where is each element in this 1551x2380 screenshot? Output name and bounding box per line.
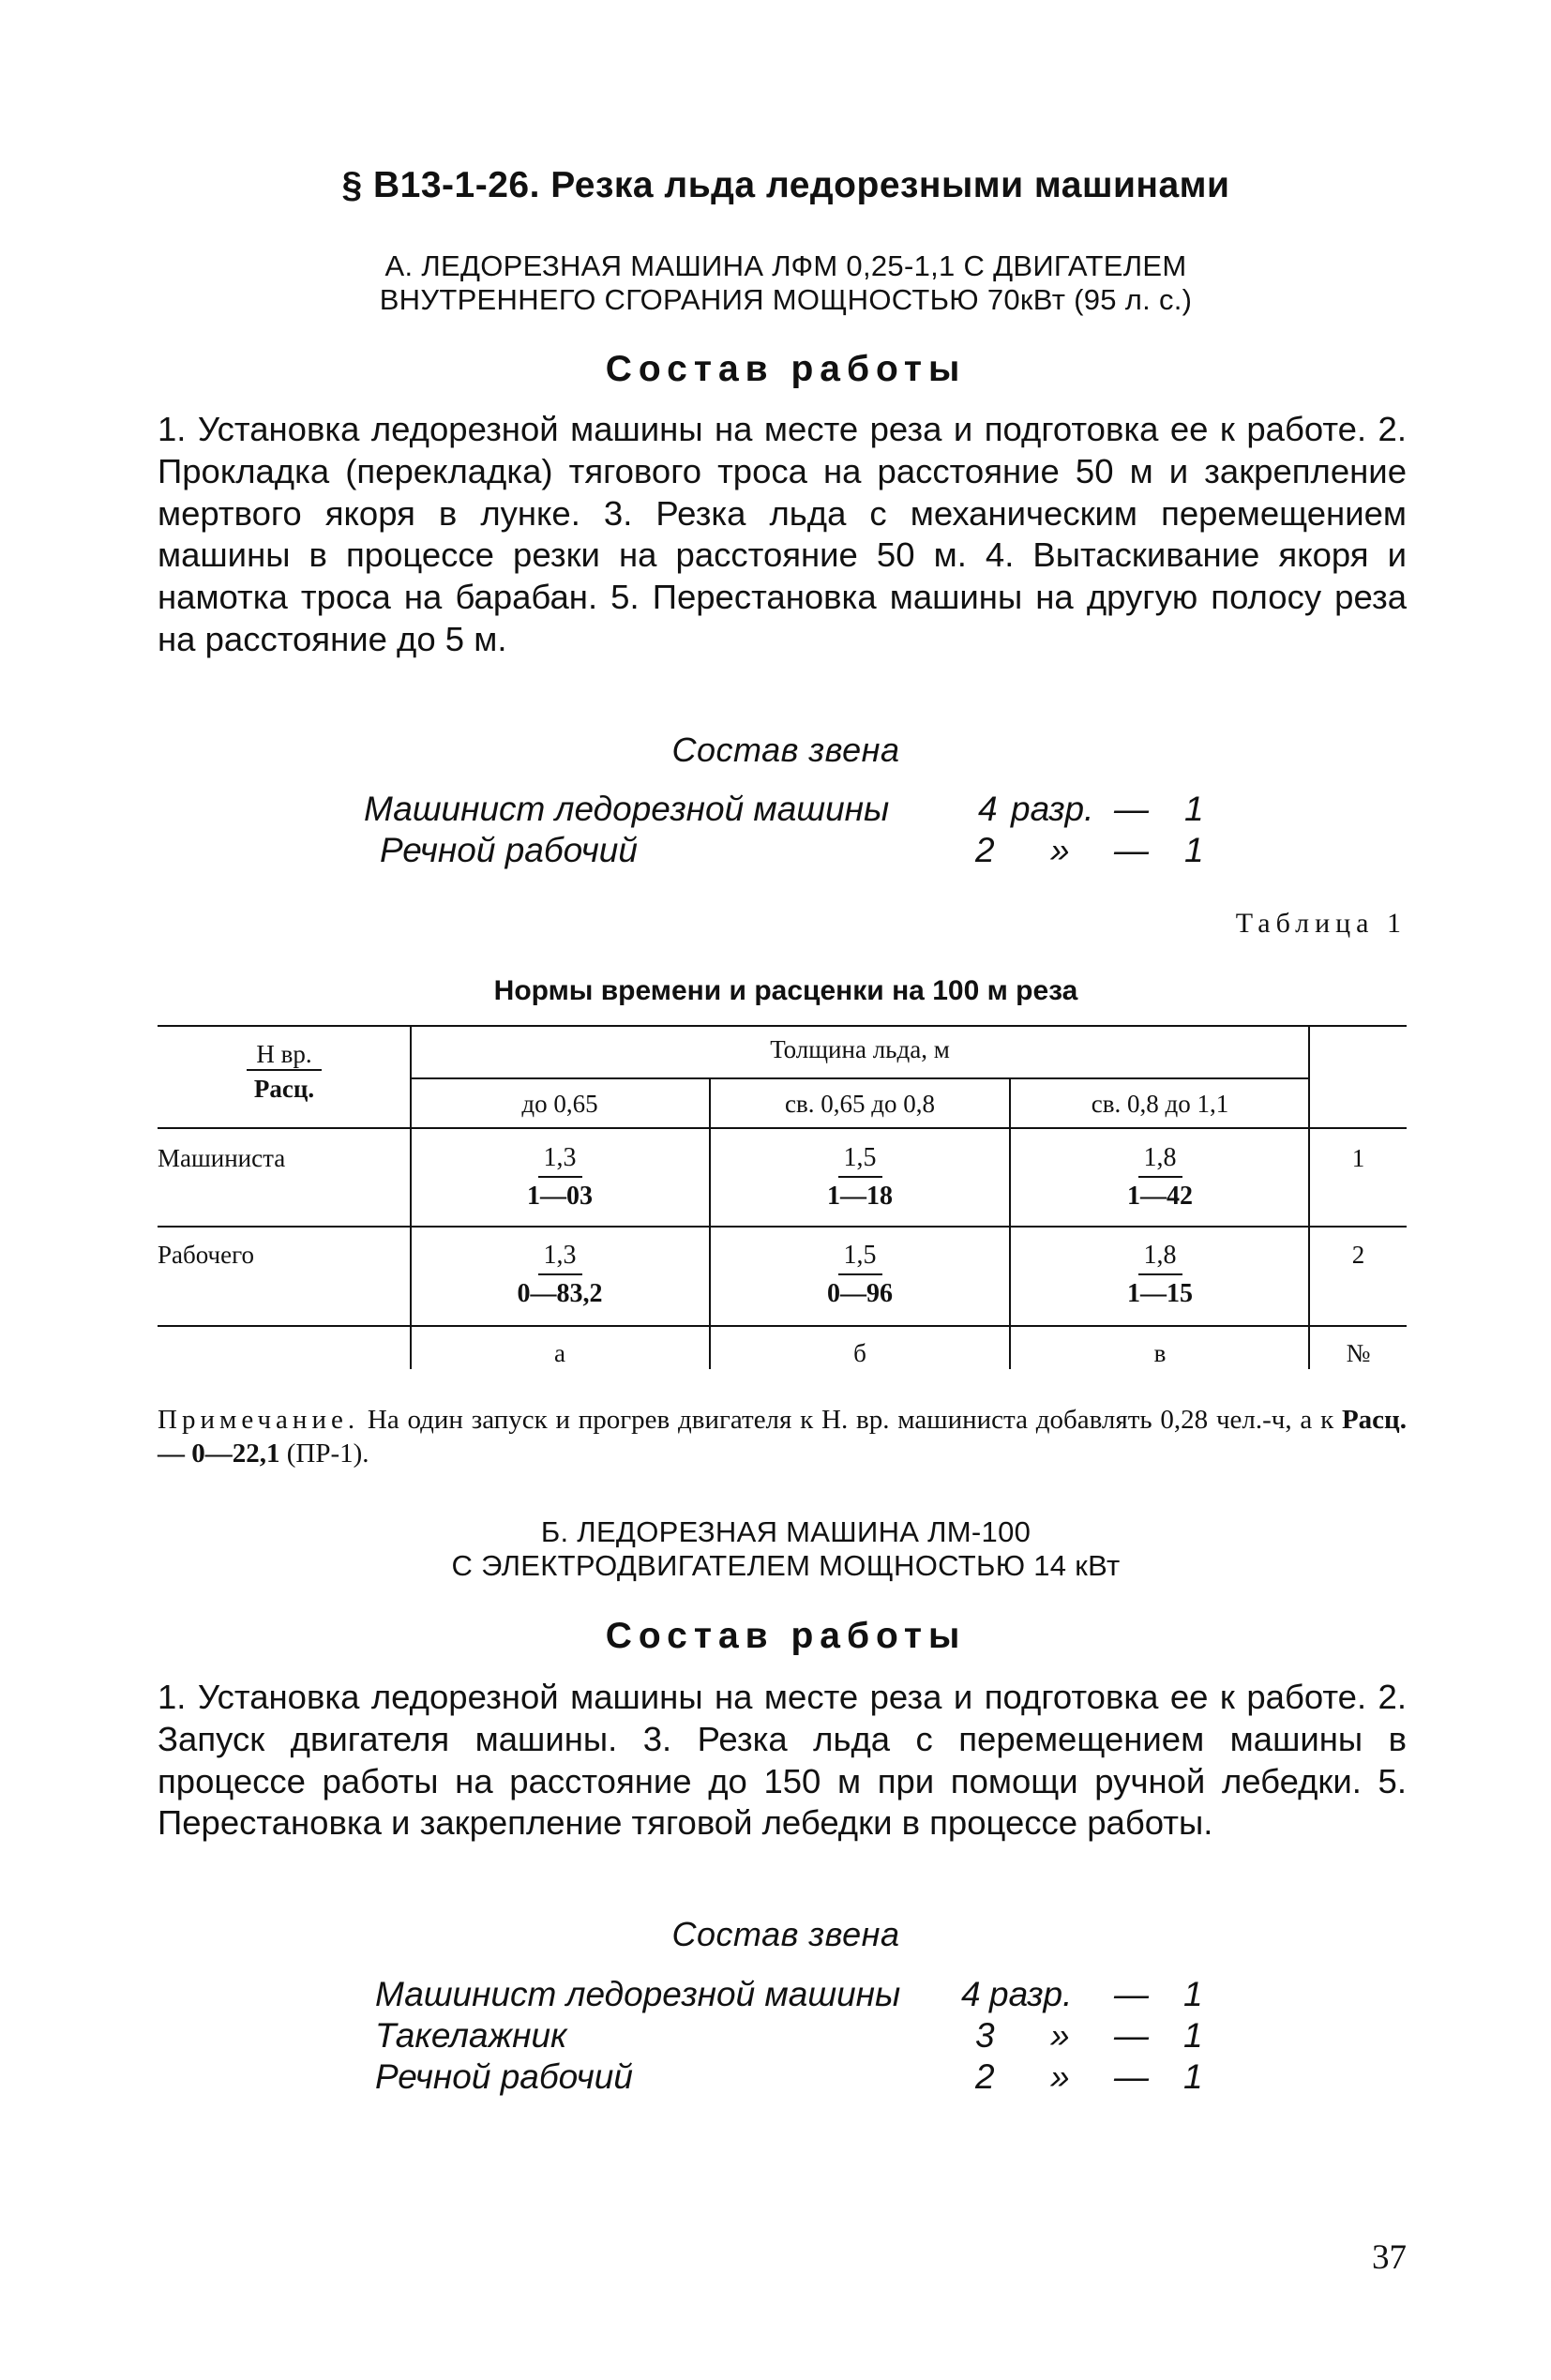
crew-dash: — — [1114, 1975, 1149, 2013]
crew-row — [375, 1975, 1219, 2014]
part-b-work-heading: Состав работы — [605, 1616, 967, 1656]
column-header: св. 0,65 до 0,8 — [785, 1090, 935, 1118]
crew-count: 1 — [1183, 2016, 1203, 2055]
header-rasc: Расц. — [253, 1075, 315, 1103]
crew-unit: » — [1050, 2057, 1070, 2096]
norm-value: 1,8 — [1138, 1140, 1182, 1178]
note-label: Примечание. — [158, 1405, 360, 1435]
row-label: Машиниста — [158, 1144, 286, 1172]
crew-count: 1 — [1184, 790, 1204, 828]
crew-count: 1 — [1183, 2057, 1203, 2096]
crew-name: Речной рабочий — [375, 2057, 633, 2096]
section-title: § В13-1-26. Резка льда ледорезными машинами — [341, 165, 1230, 205]
row-label: Рабочего — [158, 1241, 255, 1269]
crew-grade: 2 — [975, 2057, 995, 2096]
crew-grade: 3 — [975, 2016, 995, 2055]
part-b-work-text: 1. Установка ледорезной машины на месте реза и подготовка ее к работе. 2. Запуск двигателя машины. 3. Резка льда с перемещением машины в процессе работы на расстояние до 150 м при помощи ручной лебедки. 5. Перестановка и закрепление тяговой лебедки в процессе работы. — [158, 1678, 1407, 1843]
table-top-rule — [158, 1025, 1407, 1027]
note-text-2: (ПР-1). — [286, 1439, 369, 1469]
norm-cell — [711, 1140, 1009, 1215]
price-value: 1—15 — [1127, 1279, 1193, 1308]
crew-row — [380, 831, 1224, 870]
norm-value: 1,8 — [1138, 1238, 1182, 1275]
row-number: 2 — [1351, 1241, 1365, 1269]
column-letter: а — [554, 1339, 565, 1367]
norm-value: 1,5 — [838, 1140, 882, 1178]
price-value: 0—96 — [827, 1279, 893, 1308]
column-header: св. 0,8 до 1,1 — [1091, 1090, 1229, 1118]
table-col-rule — [709, 1077, 711, 1369]
table-header-rule — [411, 1077, 1309, 1079]
crew-unit: » — [1050, 2016, 1070, 2055]
price-value: 1—03 — [527, 1182, 593, 1211]
crew-dash: — — [1114, 790, 1149, 828]
price-value: 1—42 — [1127, 1182, 1193, 1211]
table-label: Таблица 1 — [1235, 908, 1407, 939]
crew-unit: разр. — [1011, 790, 1094, 828]
crew-count: 1 — [1184, 831, 1204, 869]
crew-name: Машинист ледорезной машины — [364, 790, 890, 828]
price-value: 1—18 — [827, 1182, 893, 1211]
crew-unit: » — [1050, 831, 1070, 869]
part-b-heading-line2: С ЭЛЕКТРОДВИГАТЕЛЕМ МОЩНОСТЬЮ 14 кВт — [451, 1549, 1121, 1582]
part-a-work-text: 1. Установка ледорезной машины на месте реза и подготовка ее к работе. 2. Прокладка (перекладка) тягового троса на расстояние 50 м и закрепление мертвого якоря в лунке. 3. Резка льда с механическим перемещением машины в процессе резки на расстояние 50 м. 4. Вытаскивание якоря и намотка троса на барабан. 5. Перестановка машины на другую полосу реза на расстояние до 5 м. — [158, 410, 1407, 658]
part-b-heading — [158, 1515, 1414, 1583]
part-b-heading-line1: Б. ЛЕДОРЕЗНАЯ МАШИНА ЛМ-100 — [540, 1515, 1031, 1548]
crew-name: Речной рабочий — [380, 831, 638, 869]
header-nvr-cell — [158, 1039, 411, 1107]
header-thickness: Толщина льда, м — [770, 1035, 950, 1063]
page-number: 37 — [1372, 2238, 1407, 2277]
price-value: 0—83,2 — [517, 1279, 603, 1308]
table-header-bottom-rule — [158, 1127, 1407, 1129]
norm-cell — [711, 1238, 1009, 1313]
crew-name: Машинист ледорезной машины — [375, 1975, 901, 2013]
note-text-1: На один запуск и прогрев двигателя к Н. вр. машиниста добавлять 0,28 чел.-ч, а к — [367, 1405, 1334, 1435]
crew-dash: — — [1114, 2016, 1149, 2055]
crew-grade: 4 — [961, 1975, 981, 2013]
crew-dash: — — [1114, 2057, 1149, 2096]
part-b-crew-heading: Состав звена — [671, 1915, 900, 1953]
part-a-work-heading: Состав работы — [605, 349, 967, 389]
norm-cell — [1011, 1238, 1309, 1313]
crew-row — [364, 790, 1208, 829]
crew-name: Такелажник — [375, 2016, 567, 2055]
part-a-heading-line1: А. ЛЕДОРЕЗНАЯ МАШИНА ЛФМ 0,25-1,1 С ДВИГАТЕЛЕМ — [384, 249, 1187, 282]
crew-grade: 2 — [975, 831, 995, 869]
row-number: 1 — [1351, 1144, 1365, 1172]
norm-cell — [1011, 1140, 1309, 1215]
column-letter: № — [1346, 1339, 1371, 1367]
column-letter: в — [1153, 1339, 1167, 1367]
crew-row — [375, 2016, 1219, 2056]
crew-grade: 4 — [978, 790, 998, 828]
crew-row — [375, 2057, 1219, 2097]
part-a-heading-line2: ВНУТРЕННЕГО СГОРАНИЯ МОЩНОСТЬЮ 70кВт (95 л. с.) — [379, 283, 1193, 316]
column-header: до 0,65 — [521, 1090, 598, 1118]
crew-dash: — — [1114, 831, 1149, 869]
table-caption: Нормы времени и расценки на 100 м реза — [493, 975, 1078, 1006]
part-a-heading — [158, 249, 1414, 317]
table-col-rule — [1009, 1077, 1011, 1369]
norm-value: 1,3 — [538, 1140, 582, 1178]
norm-value: 1,5 — [838, 1238, 882, 1275]
header-nvr: Н вр. — [247, 1039, 321, 1071]
table-row-rule — [158, 1226, 1407, 1228]
table-body-bottom-rule — [158, 1325, 1407, 1327]
note-bold: Расц. — 0—22,1 — [158, 1405, 1408, 1469]
norm-cell — [411, 1238, 709, 1313]
part-a-crew-heading: Состав звена — [671, 731, 900, 769]
table-note — [158, 1403, 1407, 1470]
column-letter: б — [853, 1339, 866, 1367]
crew-count: 1 — [1183, 1975, 1203, 2013]
crew-unit: разр. — [989, 1975, 1073, 2013]
norm-value: 1,3 — [538, 1238, 582, 1275]
norm-cell — [411, 1140, 709, 1215]
